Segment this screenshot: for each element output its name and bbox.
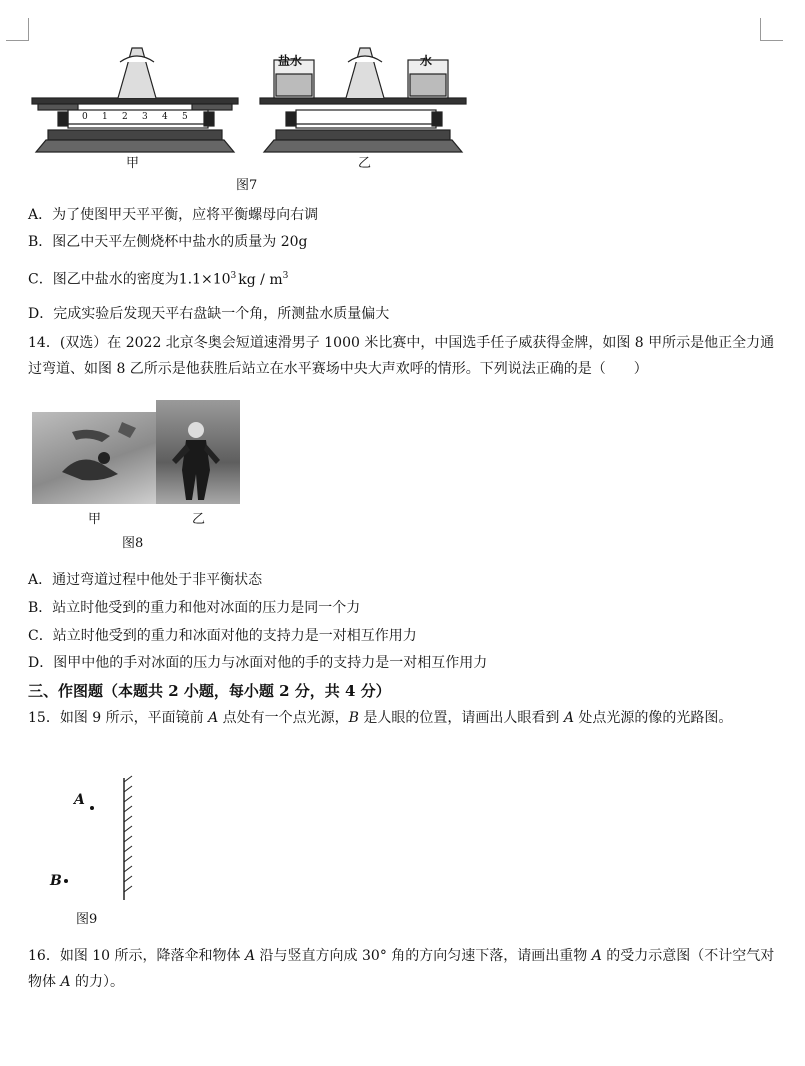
q13-option-d: D．完成实验后发现天平右盘缺一个角，所测盐水质量偏大 bbox=[28, 306, 390, 322]
fig8-label-right: 乙 bbox=[192, 512, 206, 527]
q16-stem-part1: 16．如图 10 所示，降落伞和物体 bbox=[28, 948, 245, 964]
skater-cheering-image bbox=[156, 400, 240, 504]
figure-7 bbox=[28, 40, 468, 200]
fig8-photo-right bbox=[156, 400, 240, 504]
fig7-tick-3: 3 bbox=[142, 112, 148, 122]
section-3-heading: 三、作图题（本题共 2 小题，每小题 2 分，共 4 分） bbox=[28, 682, 391, 700]
balance-left bbox=[32, 48, 238, 152]
fig7-tick-2: 2 bbox=[122, 112, 128, 122]
q13-option-c-exp: 3 bbox=[230, 271, 237, 281]
q13-option-c-prefix: C．图乙中盐水的密度为 bbox=[28, 271, 179, 288]
q14-option-a: A．通过弯道过程中他处于非平衡状态 bbox=[28, 572, 263, 588]
fig9-point-a-label: A bbox=[74, 792, 85, 808]
point-b-dot bbox=[64, 879, 68, 883]
q16-stem-part2: 沿与竖直方向成 30° 角的方向匀速下落，请画出重物 bbox=[255, 948, 592, 964]
fig7-label-right: 乙 bbox=[358, 156, 372, 171]
q13-option-c-unit-exp: 3 bbox=[282, 271, 289, 281]
fig8-label-left: 甲 bbox=[88, 512, 102, 527]
q14-option-d: D．图甲中他的手对冰面的压力与冰面对他的手的支持力是一对相互作用力 bbox=[28, 655, 488, 671]
fig7-tick-1: 1 bbox=[102, 112, 108, 122]
q13-option-c bbox=[28, 266, 288, 290]
q15-var-a: A bbox=[208, 710, 219, 726]
q15-stem-part1: 15．如图 9 所示，平面镜前 bbox=[28, 710, 209, 726]
fig8-caption: 图8 bbox=[122, 536, 144, 551]
corner-mark-top-right bbox=[760, 18, 783, 41]
figure-8 bbox=[32, 400, 242, 550]
fig7-tick-5: 5 bbox=[182, 112, 188, 122]
q15-stem bbox=[28, 705, 780, 731]
point-a-dot bbox=[90, 806, 94, 810]
q14-stem: 14．(双选）在 2022 北京冬奥会短道速滑男子 1000 米比赛中，中国选手任子威获得金牌，如图 8 甲所示是他正全力通过弯道、如图 8 乙所示是他获胜后站立在水平赛场中央大声欢呼的情形。下列说法正确的是（ ） bbox=[28, 335, 775, 377]
figure-9 bbox=[40, 770, 160, 930]
q16-stem-part4: 的力）。 bbox=[70, 974, 125, 990]
q15-stem-part3: 是人眼的位置，请画出人眼看到 bbox=[358, 710, 564, 726]
q15-var-a2: A bbox=[563, 710, 574, 726]
q14-option-b: B．站立时他受到的重力和他对冰面的压力是同一个力 bbox=[28, 600, 361, 616]
q15-stem-part2: 点处有一个点光源， bbox=[218, 710, 349, 726]
q16-stem-part3: 的受力示意图（不计空气对物体 bbox=[28, 948, 775, 990]
corner-mark-top-left bbox=[6, 18, 29, 41]
fig9-point-b-label: B bbox=[50, 873, 62, 889]
q15-stem-part4: 处点光源的像的光路图。 bbox=[573, 710, 733, 726]
q16-var-a3: A bbox=[60, 974, 71, 990]
fig7-tick-0: 0 bbox=[82, 112, 88, 122]
skater-turning-image bbox=[32, 412, 156, 504]
q14-option-c: C．站立时他受到的重力和冰面对他的支持力是一对相互作用力 bbox=[28, 628, 417, 644]
fig7-label-left: 甲 bbox=[126, 156, 140, 171]
fig7-caption: 图7 bbox=[236, 178, 258, 193]
q16-var-a: A bbox=[244, 948, 256, 964]
mirror-diagram bbox=[40, 770, 160, 910]
balance-diagram bbox=[28, 40, 468, 170]
q16-var-a2: A bbox=[591, 948, 602, 964]
q13-option-c-value: 1.1×10 bbox=[178, 271, 231, 288]
fig7-tick-4: 4 bbox=[162, 112, 168, 122]
q13-option-b: B．图乙中天平左侧烧杯中盐水的质量为 20g bbox=[28, 234, 308, 250]
fig7-beaker-left-label: 盐水 bbox=[278, 54, 303, 68]
fig7-beaker-right-label: 水 bbox=[420, 54, 433, 68]
q13-option-c-unit: kg / m bbox=[238, 271, 283, 288]
q15-var-b: B bbox=[348, 710, 359, 726]
q13-option-a: A．为了使图甲天平平衡，应将平衡螺母向右调 bbox=[28, 207, 319, 223]
fig8-photo-left bbox=[32, 412, 156, 504]
fig9-caption: 图9 bbox=[76, 912, 98, 927]
q16-stem bbox=[28, 943, 780, 995]
